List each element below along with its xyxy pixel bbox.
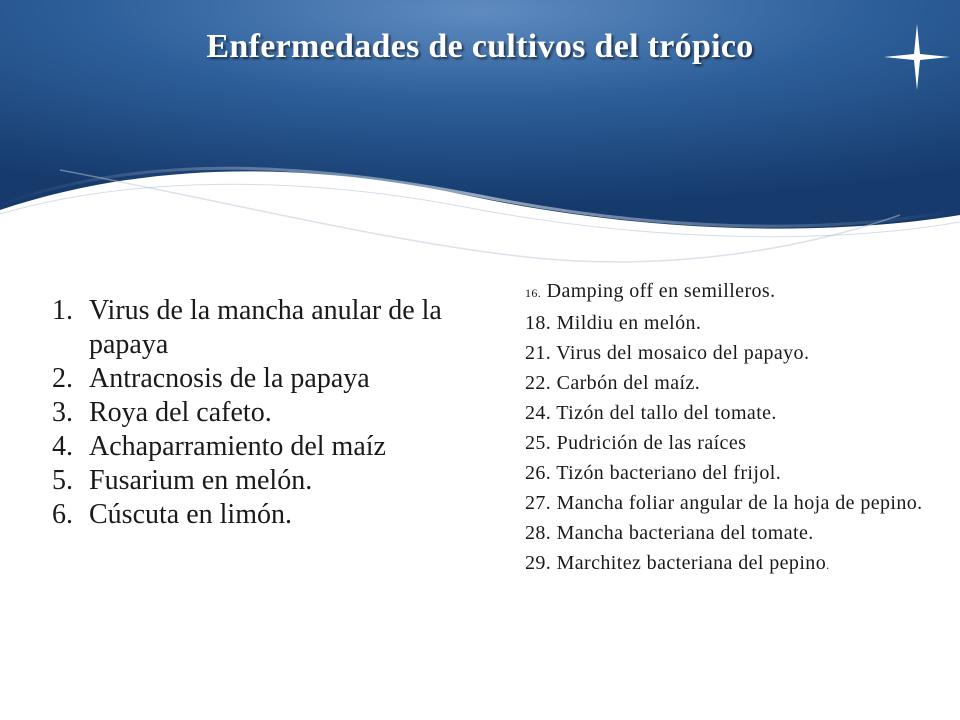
item-number: 2. [52, 363, 73, 394]
item-text: Cúscuta en limón. [89, 499, 292, 530]
item-number: 1. [52, 295, 73, 326]
item-number: 6. [52, 499, 73, 530]
left-disease-list [52, 294, 472, 532]
list-item: 26. Tizón bacteriano del frijol. [525, 462, 782, 484]
item-end-dot: . [826, 558, 830, 572]
item-number: 5. [52, 465, 73, 496]
list-item: 28. Mancha bacteriana del tomate. [525, 522, 814, 544]
list-item: 21. Virus del mosaico del papayo. [525, 342, 810, 364]
list-item [525, 548, 945, 580]
item-text: Fusarium en melón. [89, 465, 313, 496]
list-item [52, 464, 472, 498]
item-text: Virus de la mancha anular de la papaya [89, 295, 442, 360]
list-item: 22. Carbón del maíz. [525, 372, 701, 394]
item-number: 16. [525, 286, 542, 300]
right-disease-list [525, 276, 945, 580]
item-text: Roya del cafeto. [89, 397, 272, 428]
list-item [52, 396, 472, 430]
list-item [525, 276, 945, 308]
item-number: 3. [52, 397, 73, 428]
list-item: 25. Pudrición de las raíces [525, 432, 747, 454]
item-text: Antracnosis de la papaya [89, 363, 370, 394]
item-number: 4. [52, 431, 73, 462]
item-text: Damping off en semilleros. [546, 280, 776, 302]
list-item: 18. Mildiu en melón. [525, 312, 702, 334]
list-item [52, 430, 472, 464]
list-item [52, 498, 472, 532]
list-item: 27. Mancha foliar angular de la hoja de pepino. [525, 492, 923, 514]
list-item [52, 362, 472, 396]
list-item: 24. Tizón del tallo del tomate. [525, 402, 777, 424]
slide-title: Enfermedades de cultivos del trópico [206, 28, 754, 65]
sparkle-star-icon [882, 22, 952, 92]
list-item [52, 294, 472, 362]
item-text: 29. Marchitez bacteriana del pepino [525, 552, 827, 574]
item-text: Achaparramiento del maíz [89, 431, 386, 462]
